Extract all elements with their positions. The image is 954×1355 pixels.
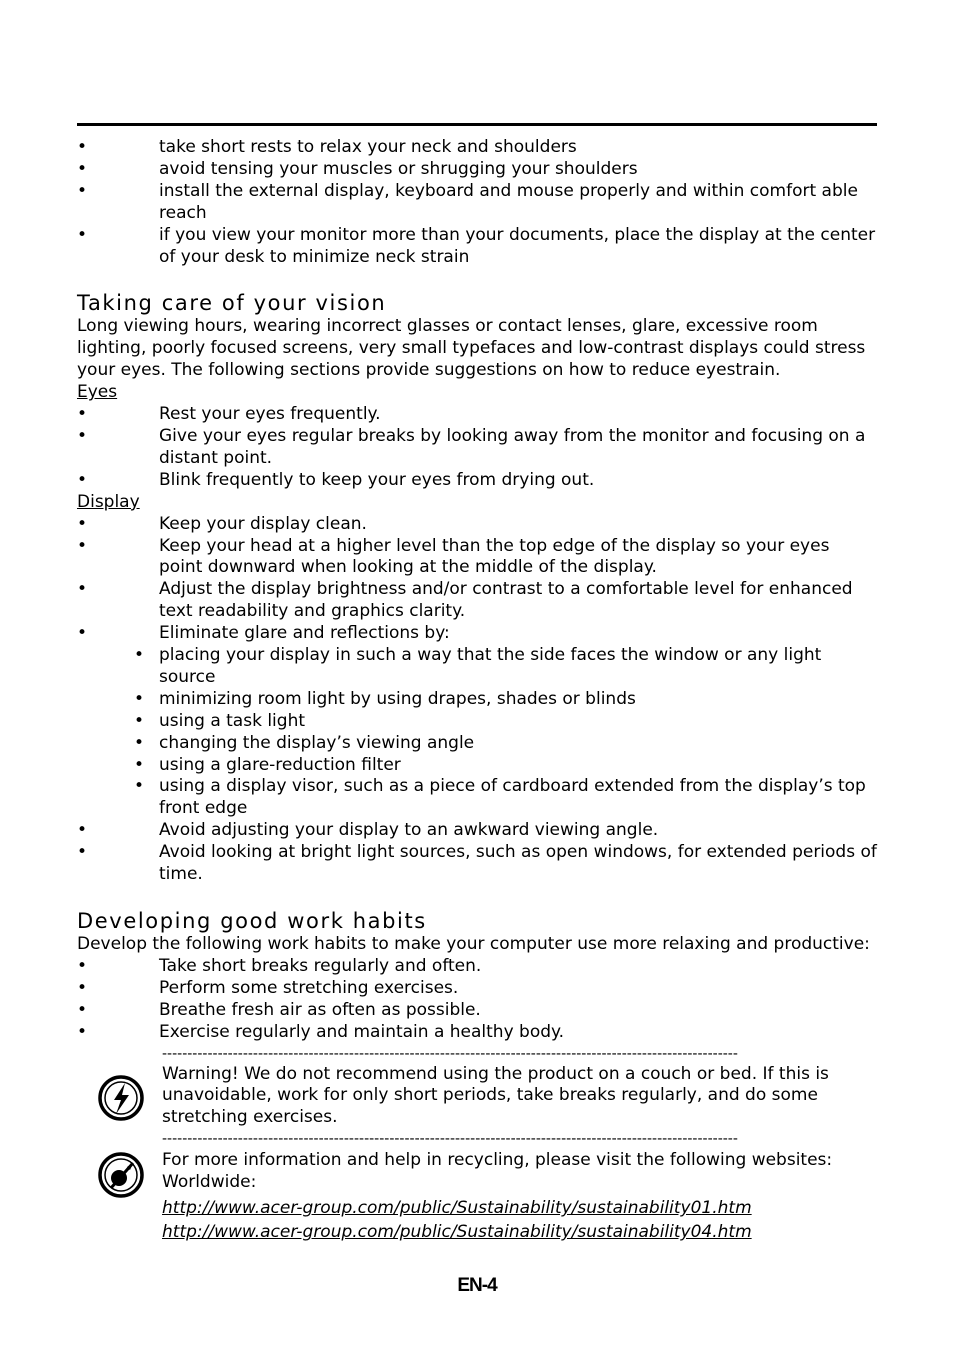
bullet: • xyxy=(133,754,144,775)
page-content xyxy=(77,137,877,1244)
list-item xyxy=(77,579,877,623)
bullet: • xyxy=(133,732,144,753)
list-item-text: Avoid looking at bright light sources, such as open windows, for extended periods of time. xyxy=(159,842,877,885)
bullet: • xyxy=(77,999,88,1020)
bullet: • xyxy=(77,579,88,600)
list-item-text: Take short breaks regularly and often. xyxy=(159,955,482,976)
list-item-text: Exercise regularly and maintain a healthy body. xyxy=(159,1021,565,1042)
list-item xyxy=(77,159,877,181)
page-number: EN-4 xyxy=(457,1275,497,1296)
list-item-text: Blink frequently to keep your eyes from drying out. xyxy=(159,469,595,490)
worldwide-label: Worldwide: xyxy=(162,1172,257,1193)
bullet: • xyxy=(77,158,88,179)
bullet: • xyxy=(77,977,88,998)
sub-list-item xyxy=(77,776,877,820)
list-item xyxy=(77,225,877,269)
list-item-text: Adjust the display brightness and/or contrast to a comfortable level for enhanced text readability and graphics clarity. xyxy=(159,579,853,622)
recycle-text: For more information and help in recycling, please visit the following websites: xyxy=(162,1150,833,1171)
list-item-text: Breathe fresh air as often as possible. xyxy=(159,999,481,1020)
sub-list-item xyxy=(77,755,877,777)
eyes-list xyxy=(77,404,877,492)
list-item-text: Eliminate glare and reflections by: xyxy=(159,623,450,644)
bullet: • xyxy=(77,404,88,425)
list-item-text: if you view your monitor more than your documents, place the display at the center of your desk to minimize neck strain xyxy=(159,224,876,267)
list-item-text: install the external display, keyboard and mouse properly and within comfort able reach xyxy=(159,180,858,223)
bullet: • xyxy=(133,688,144,709)
section-heading-vision: Taking care of your vision xyxy=(77,291,387,316)
list-item xyxy=(77,1022,877,1044)
list-item xyxy=(77,1000,877,1022)
sub-list-item xyxy=(77,689,877,711)
list-item xyxy=(77,426,877,470)
section-heading-habits: Developing good work habits xyxy=(77,909,427,933)
vision-intro: Long viewing hours, wearing incorrect glasses or contact lenses, glare, excessive room lighting, poorly focused screens, very small typefaces and low-contrast displays could stress your eyes. The following sections provide suggestions on how to reduce eyestrain. xyxy=(77,316,866,381)
recycle-info-icon xyxy=(97,1151,147,1199)
list-item xyxy=(77,820,877,842)
bullet: • xyxy=(77,820,88,841)
header-rule xyxy=(77,123,877,126)
bullet: • xyxy=(77,469,88,490)
bullet: • xyxy=(77,224,88,245)
sub-list-item xyxy=(77,733,877,755)
icon-column xyxy=(77,1044,162,1065)
list-item-text: take short rests to relax your neck and shoulders xyxy=(159,137,577,157)
list-item xyxy=(77,404,877,426)
bullet: • xyxy=(77,137,88,157)
list-item xyxy=(77,514,877,536)
list-item-text: changing the display’s viewing angle xyxy=(159,732,475,753)
warning-icon-wrap xyxy=(77,1064,162,1151)
dashed-separator: ------------------------------------------------------------------------------------------------------------------ xyxy=(162,1045,738,1062)
bullet: • xyxy=(77,623,88,644)
eyes-subheading: Eyes xyxy=(77,382,118,403)
display-subheading: Display xyxy=(77,491,140,512)
sustainability-link-2[interactable]: http://www.acer-group.com/public/Sustainability/sustainability04.htm xyxy=(162,1222,752,1243)
sustainability-link-1[interactable]: http://www.acer-group.com/public/Sustainability/sustainability01.htm xyxy=(162,1198,752,1219)
list-item-text: using a task light xyxy=(159,710,306,731)
dashed-separator: ------------------------------------------------------------------------------------------------------------------ xyxy=(162,1131,738,1148)
list-item-text: Perform some stretching exercises. xyxy=(159,977,459,998)
list-item-text: minimizing room light by using drapes, shades or blinds xyxy=(159,688,636,709)
bullet: • xyxy=(133,776,144,797)
bullet: • xyxy=(77,425,88,446)
list-item xyxy=(77,181,877,225)
bullet: • xyxy=(77,842,88,863)
sub-list-item xyxy=(77,711,877,733)
warning-text: Warning! We do not recommend using the product on a couch or bed. If this is unavoidable, work for only short periods, take breaks regularly, and do some stretching exercises. xyxy=(162,1063,829,1128)
sub-list-item xyxy=(77,645,877,689)
bullet: • xyxy=(77,180,88,201)
bullet: • xyxy=(133,645,144,666)
list-item-text: using a display visor, such as a piece of cardboard extended from the display’s top front edge xyxy=(159,776,866,819)
list-item xyxy=(77,137,877,159)
lightning-warning-icon xyxy=(97,1074,145,1122)
list-item xyxy=(77,470,877,492)
list-item-text: avoid tensing your muscles or shrugging your shoulders xyxy=(159,158,638,179)
list-item-text: using a glare-reduction filter xyxy=(159,754,401,775)
bullet: • xyxy=(77,955,88,976)
list-item xyxy=(77,623,877,645)
list-item xyxy=(77,956,877,978)
list-item xyxy=(77,978,877,1000)
list-item-text: Rest your eyes frequently. xyxy=(159,404,381,425)
bullet: • xyxy=(77,535,88,556)
list-item-text: placing your display in such a way that the side faces the window or any light source xyxy=(159,645,822,687)
list-item-text: Avoid adjusting your display to an awkward viewing angle. xyxy=(159,820,659,841)
list-item-text: Give your eyes regular breaks by looking away from the monitor and focusing on a distant point. xyxy=(159,425,866,468)
list-item-text: Keep your head at a higher level than the top edge of the display so your eyes point downward when looking at the middle of the display. xyxy=(159,535,830,578)
list-item-text: Keep your display clean. xyxy=(159,513,367,534)
list-item xyxy=(77,842,877,886)
habits-list xyxy=(77,956,877,1044)
bullet: • xyxy=(77,513,88,534)
recycle-icon-wrap xyxy=(77,1150,162,1244)
habits-intro: Develop the following work habits to make your computer use more relaxing and productive: xyxy=(77,934,870,954)
glare-sublist xyxy=(77,645,877,820)
recycle-block xyxy=(77,1150,877,1244)
warning-note xyxy=(77,1044,877,1065)
warning-block xyxy=(77,1064,877,1151)
list-item xyxy=(77,536,877,580)
display-list xyxy=(77,514,877,886)
bullet: • xyxy=(77,1021,88,1042)
top-bullet-list xyxy=(77,137,877,268)
bullet: • xyxy=(133,710,144,731)
